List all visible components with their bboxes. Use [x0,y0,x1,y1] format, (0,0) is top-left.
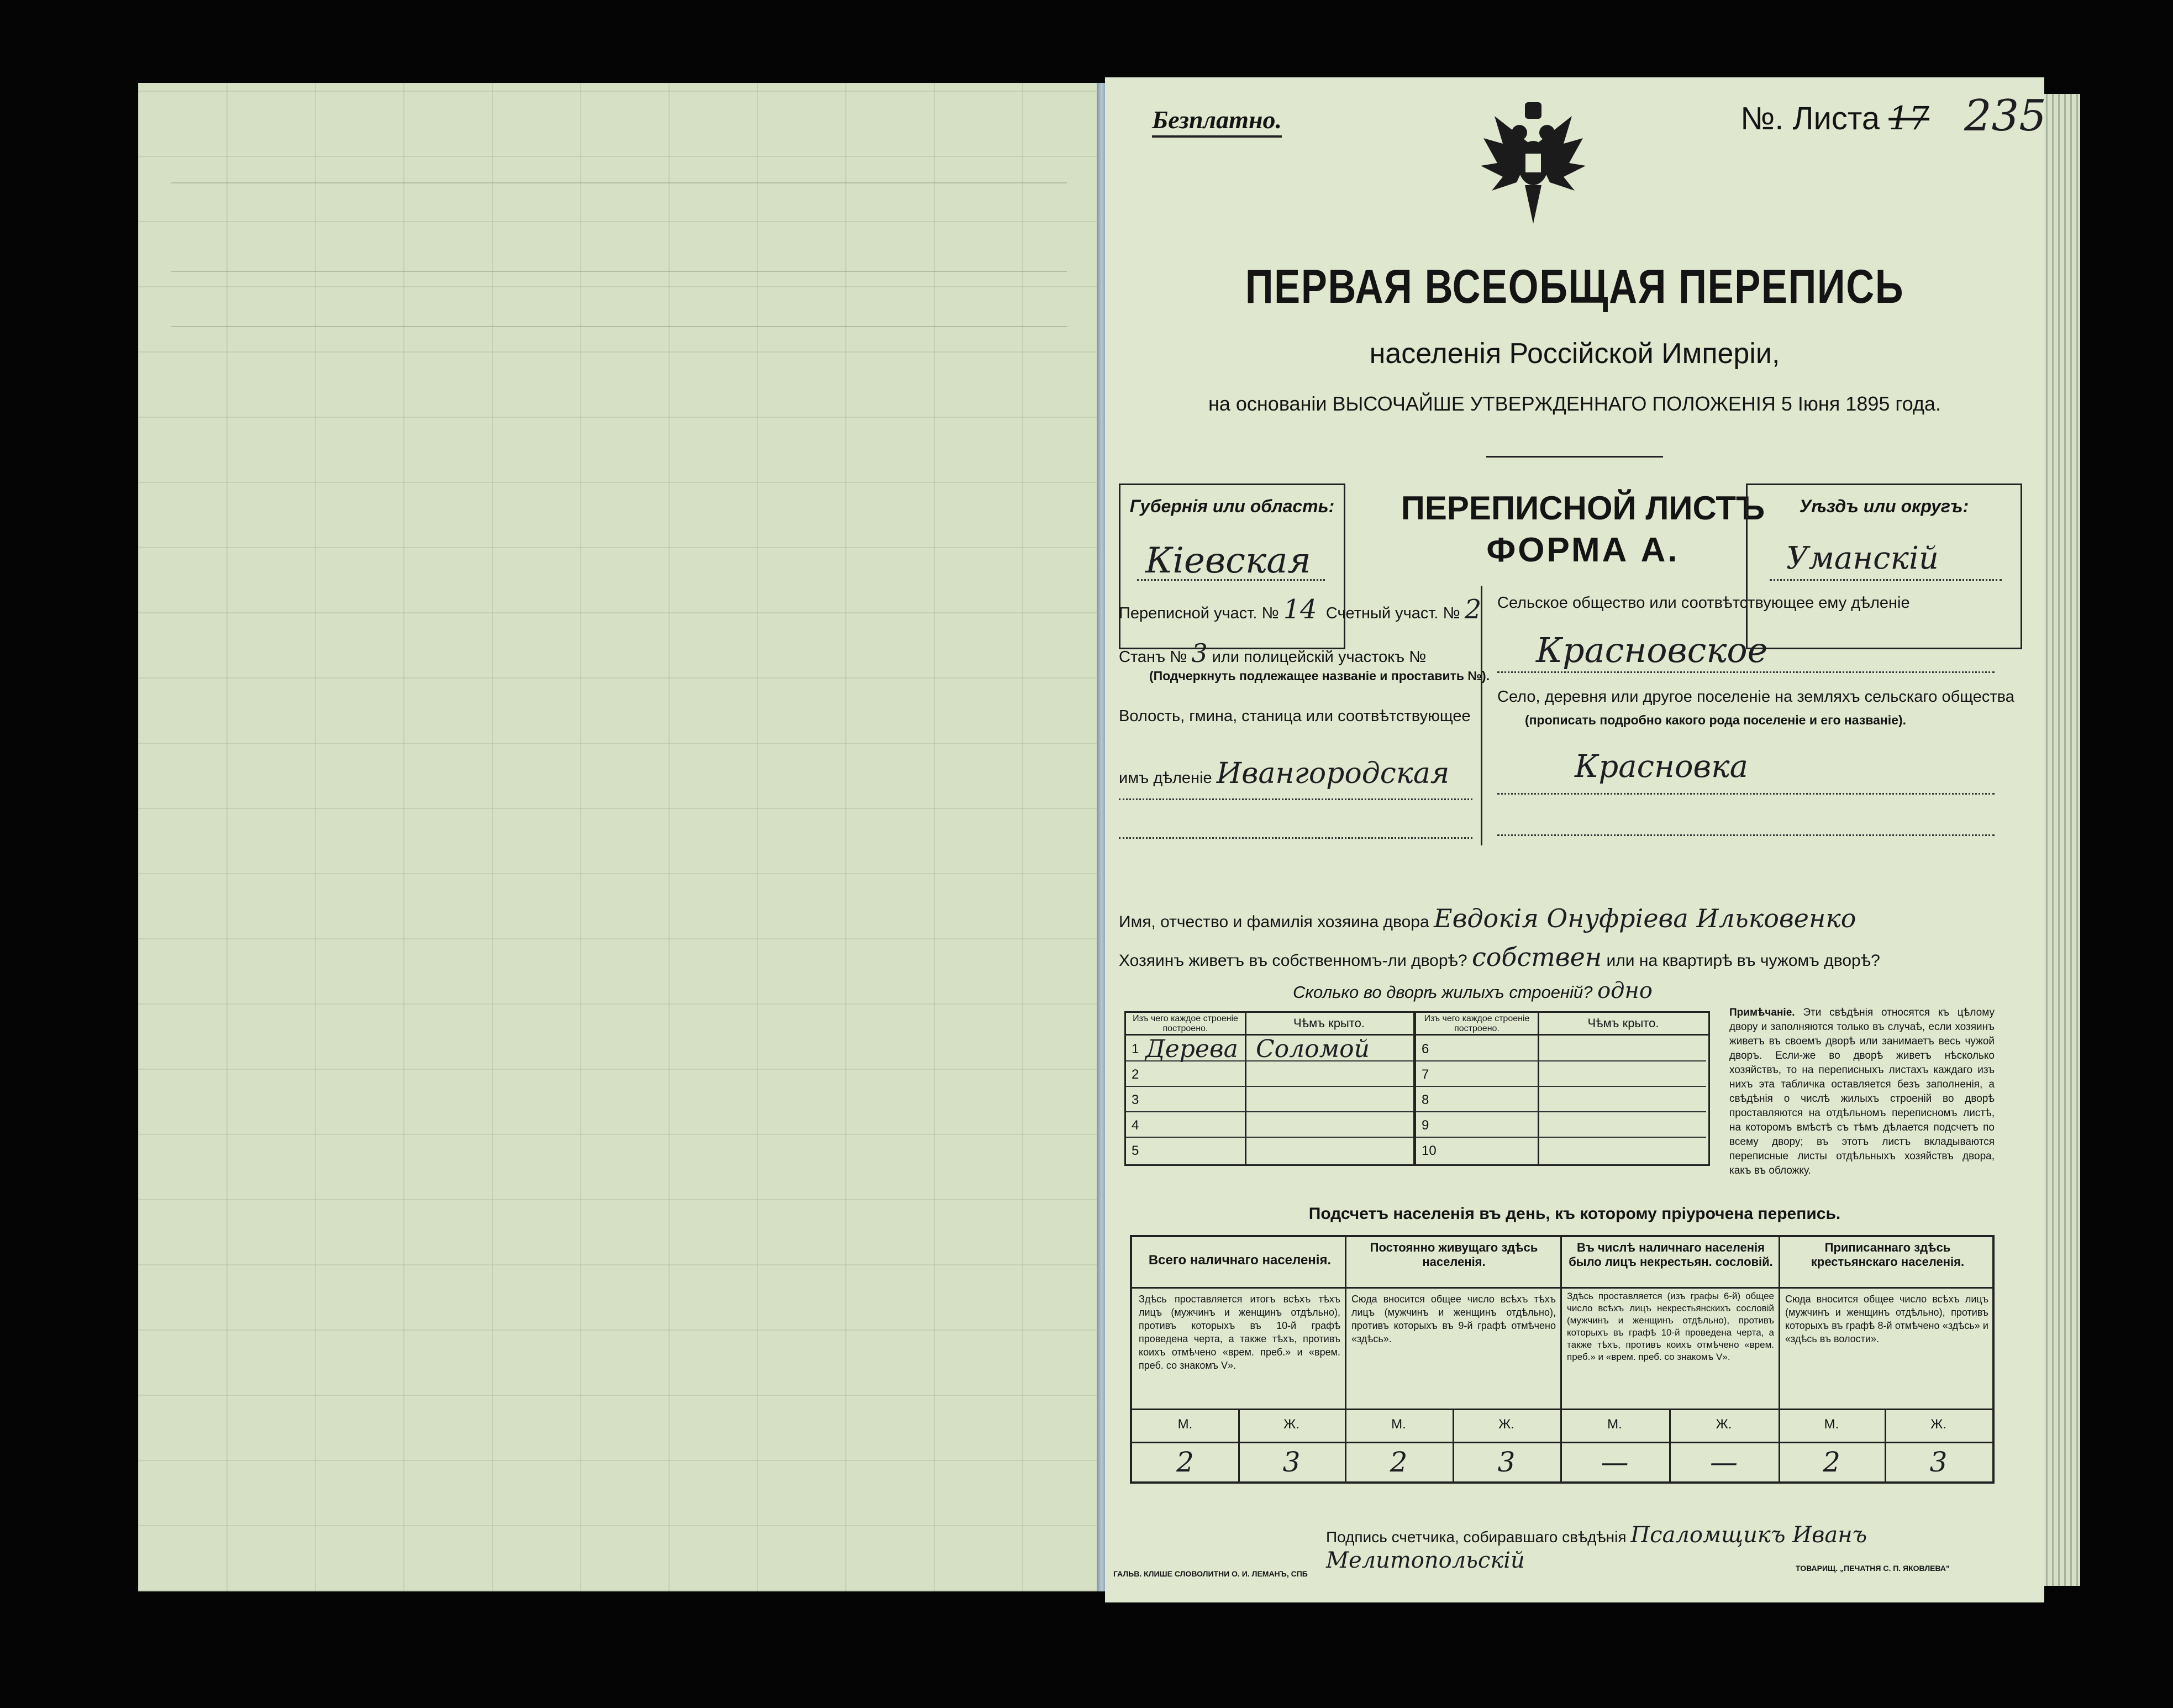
table-row: 9 [1416,1112,1709,1138]
census-form-page [1105,77,2044,1602]
col-roof-right: Чѣмъ крыто. [1587,1016,1659,1030]
imprint-left: ГАЛЬВ. КЛИШЕ СЛОВОЛИТНИ О. И. ЛЕМАНЪ, СПБ [1113,1569,1308,1578]
note-box [1729,1006,1995,1178]
value-permanent-zh: 3 [1497,1446,1516,1478]
table-row: 3 [1126,1087,1413,1112]
table-row: 1 Дерева Соломой [1126,1036,1413,1061]
selo-label: Село, деревня или другое поселеніе на земляхъ сельскаго общества [1497,688,2014,706]
selo-value: Красновка [1575,749,1748,785]
volost-value: Ивангородская [1216,757,1450,790]
schetnyi-label: Счетный участ. № [1325,605,1460,622]
uezd-value: Уманскій [1786,540,1939,576]
col-header-permanent: Постоянно живущаго здѣсь населенія. [1370,1241,1538,1269]
zh-label: Ж. [1930,1417,1946,1432]
zh-label: Ж. [1283,1417,1299,1432]
m-label: М. [1824,1417,1839,1432]
perepisnoi-value: 14 [1283,594,1317,625]
sheet-number [1740,99,1929,137]
note-title: Примѣчаніе. [1729,1007,1795,1018]
left-page-blank [138,83,1102,1591]
col-desc-noncrest: Здѣсь проставляется (изъ графы 6-й) общее число всѣхъ лицъ некрестьянскихъ сословій (мужчинъ и женщинъ отдѣльно), противъ которыхъ въ графѣ 10-й проведена черта, а также тѣхъ, противъ коихъ отмѣчено «врем. преб.» и «врем. преб. со знакомъ V». [1567,1291,1774,1362]
col-desc-assigned: Сюда вносится общее число всѣхъ лицъ (мужчинъ и женщинъ отдѣльно), противъ которыхъ въ графѣ 8-й отмѣчено «здѣсь» и «здѣсь въ волости». [1785,1294,1988,1344]
selo-note: (прописать подробно какого рода поселеніе и его названіе). [1525,713,1907,727]
uezd-box [1746,484,2022,649]
gubernia-value: Кіевская [1145,540,1311,581]
value-assigned-zh: 3 [1929,1446,1948,1478]
stan-value: 3 [1191,638,1208,668]
schetnyi-value: 2 [1464,594,1482,625]
count-table [1130,1235,1995,1484]
buildings-label: Сколько во дворѣ жилыхъ строеній? [1293,982,1593,1002]
table-row: 7 [1416,1061,1709,1087]
material-value: Дерева [1145,1035,1238,1063]
form-title: ПЕРЕПИСНОЙ ЛИСТЪ [1401,490,1765,527]
table-row: 5 [1132,1143,1139,1158]
col-header-assigned: Приписаннаго здѣсь крестьянскаго населенія. [1811,1241,1965,1269]
m-label: М. [1177,1417,1193,1432]
ornament-divider [1486,456,1663,458]
note-text: Эти свѣдѣнія относятся къ цѣлому двору и заполняются только въ случаѣ, если хозяинъ живетъ въ своемъ дворѣ или занимаетъ весь чужой дворъ. Если-же во дворѣ живетъ нѣсколько хозяйствъ, то на переписныхъ листахъ каждаго изъ нихъ эта табличка оставляется безъ заполненія, а свѣдѣнія о числѣ жилыхъ строеній во дворѣ проставляются на отдѣльномъ переписномъ листѣ, на которомъ вмѣстѣ съ тѣмъ дѣлается подсчетъ по всему двору; въ этотъ листъ вкладываются переписные листы отдѣльныхъ хозяйствъ двора, какъ въ обложку. [1729,1007,1995,1176]
perepisnoi-label: Переписной участ. № [1119,605,1279,622]
col-header-total: Всего наличнаго населенія. [1148,1253,1332,1268]
subtitle: населенія Россійской Имперіи, [1369,338,1780,370]
owner-label: Имя, отчество и фамилія хозяина двора [1119,913,1429,931]
rows-right [1416,1036,1709,1163]
stan-note: (Подчеркнуть подлежащее названіе и проставить №). [1149,669,1490,683]
col-roof-left: Чѣмъ крыто. [1293,1016,1365,1030]
lives-label: Хозяинъ живетъ въ собственномъ-ли дворѣ? [1119,952,1467,970]
volost-label: Волость, гмина, станица или соотвѣтствующее [1119,707,1471,725]
col-material-right: Изъ чего каждое строеніе построено. [1424,1014,1530,1033]
count-table-title: Подсчетъ населенія въ день, къ которому пріурочена перепись. [1308,1205,1841,1223]
uezd-label: Уѣздъ или округъ: [1799,496,1969,516]
signature-label: Подпись счетчика, собиравшаго свѣдѣнія [1326,1528,1627,1546]
form-subtitle: ФОРМА А. [1486,531,1680,569]
zh-label: Ж. [1716,1417,1732,1432]
lives-suffix: или на квартирѣ въ чужомъ дворѣ? [1606,952,1880,970]
owner-line [1119,903,1856,933]
col-desc-total: Здѣсь проставляется итогъ всѣхъ тѣхъ лицъ (мужчинъ и женщинъ отдѣльно), противъ которыхъ въ 10-й графѣ проведена черта, а также тѣхъ, противъ коихъ отмѣчено «врем. преб.» и «врем. преб. со знакомъ V». [1139,1294,1340,1371]
volost-label-2: имъ дѣленіе [1119,769,1212,787]
roof-value: Соломой [1256,1035,1370,1063]
stan-suffix: или полицейскій участокъ № [1212,648,1427,666]
zh-label: Ж. [1498,1417,1514,1432]
buildings-line [1293,978,1653,1003]
basis-line: на основаніи ВЫСОЧАЙШЕ УТВЕРЖДЕННАГО ПОЛОЖЕНІЯ 5 Іюня 1895 года. [1208,392,1941,415]
obshchestvo-label: Сельское общество или соотвѣтствующее ему дѣленіе [1497,594,1910,612]
imperial-eagle-emblem [1472,94,1594,232]
sheet-number-label: №. Листа [1740,101,1880,136]
sheet-number-handwritten: 235 [1964,91,2046,141]
value-assigned-m: 2 [1823,1446,1840,1478]
signature-value: Псаломщикъ Иванъ Мелитопольскій [1326,1522,1867,1573]
table-row: 10 [1422,1143,1437,1158]
value-noncrest-zh: — [1710,1446,1738,1478]
page-edges [2042,94,2080,1586]
lives-value: собствен [1471,942,1602,972]
m-label: М. [1391,1417,1406,1432]
free-label: Безплатно. [1152,105,1282,138]
value-permanent-m: 2 [1390,1446,1408,1478]
table-row: 4 [1126,1112,1413,1138]
col-header-noncrest: Въ числѣ наличнаго населенія было лицъ некрестьян. сословій. [1569,1241,1773,1269]
col-material-left: Изъ чего каждое строеніе построено. [1133,1014,1238,1033]
lives-line [1119,942,1880,972]
buildings-table [1124,1011,1710,1166]
obshchestvo-value: Красновское [1536,630,1768,670]
rows-left [1126,1036,1413,1163]
block-divider [1481,586,1482,845]
value-noncrest-m: — [1601,1446,1629,1478]
gubernia-label: Губернія или область: [1129,496,1335,516]
table-row: 2 [1126,1061,1413,1087]
stan-line [1119,638,1426,668]
owner-value: Евдокія Онуфріева Ильковенко [1434,903,1856,933]
table-row: 8 [1416,1087,1709,1112]
page-title: ПЕРВАЯ ВСЕОБЩАЯ ПЕРЕПИСЬ [1245,260,1904,313]
perepisnoi-line [1119,594,1481,625]
stan-label: Станъ № [1119,648,1187,666]
value-total-zh: 3 [1282,1446,1301,1478]
col-desc-permanent: Сюда вносится общее число всѣхъ тѣхъ лицъ (мужчинъ и женщинъ отдѣльно), противъ которыхъ въ 9-й графѣ отмѣчено «здѣсь». [1351,1294,1556,1344]
buildings-value: одно [1597,978,1653,1003]
sheet-number-struck: 17 [1888,99,1930,137]
value-total-m: 2 [1176,1446,1194,1478]
table-row: 6 [1416,1036,1709,1061]
volost-line [1119,757,1449,790]
m-label: М. [1607,1417,1622,1432]
imprint-right: ТОВАРИЩ. „ПЕЧАТНЯ С. П. ЯКОВЛЕВА" [1796,1564,1950,1573]
